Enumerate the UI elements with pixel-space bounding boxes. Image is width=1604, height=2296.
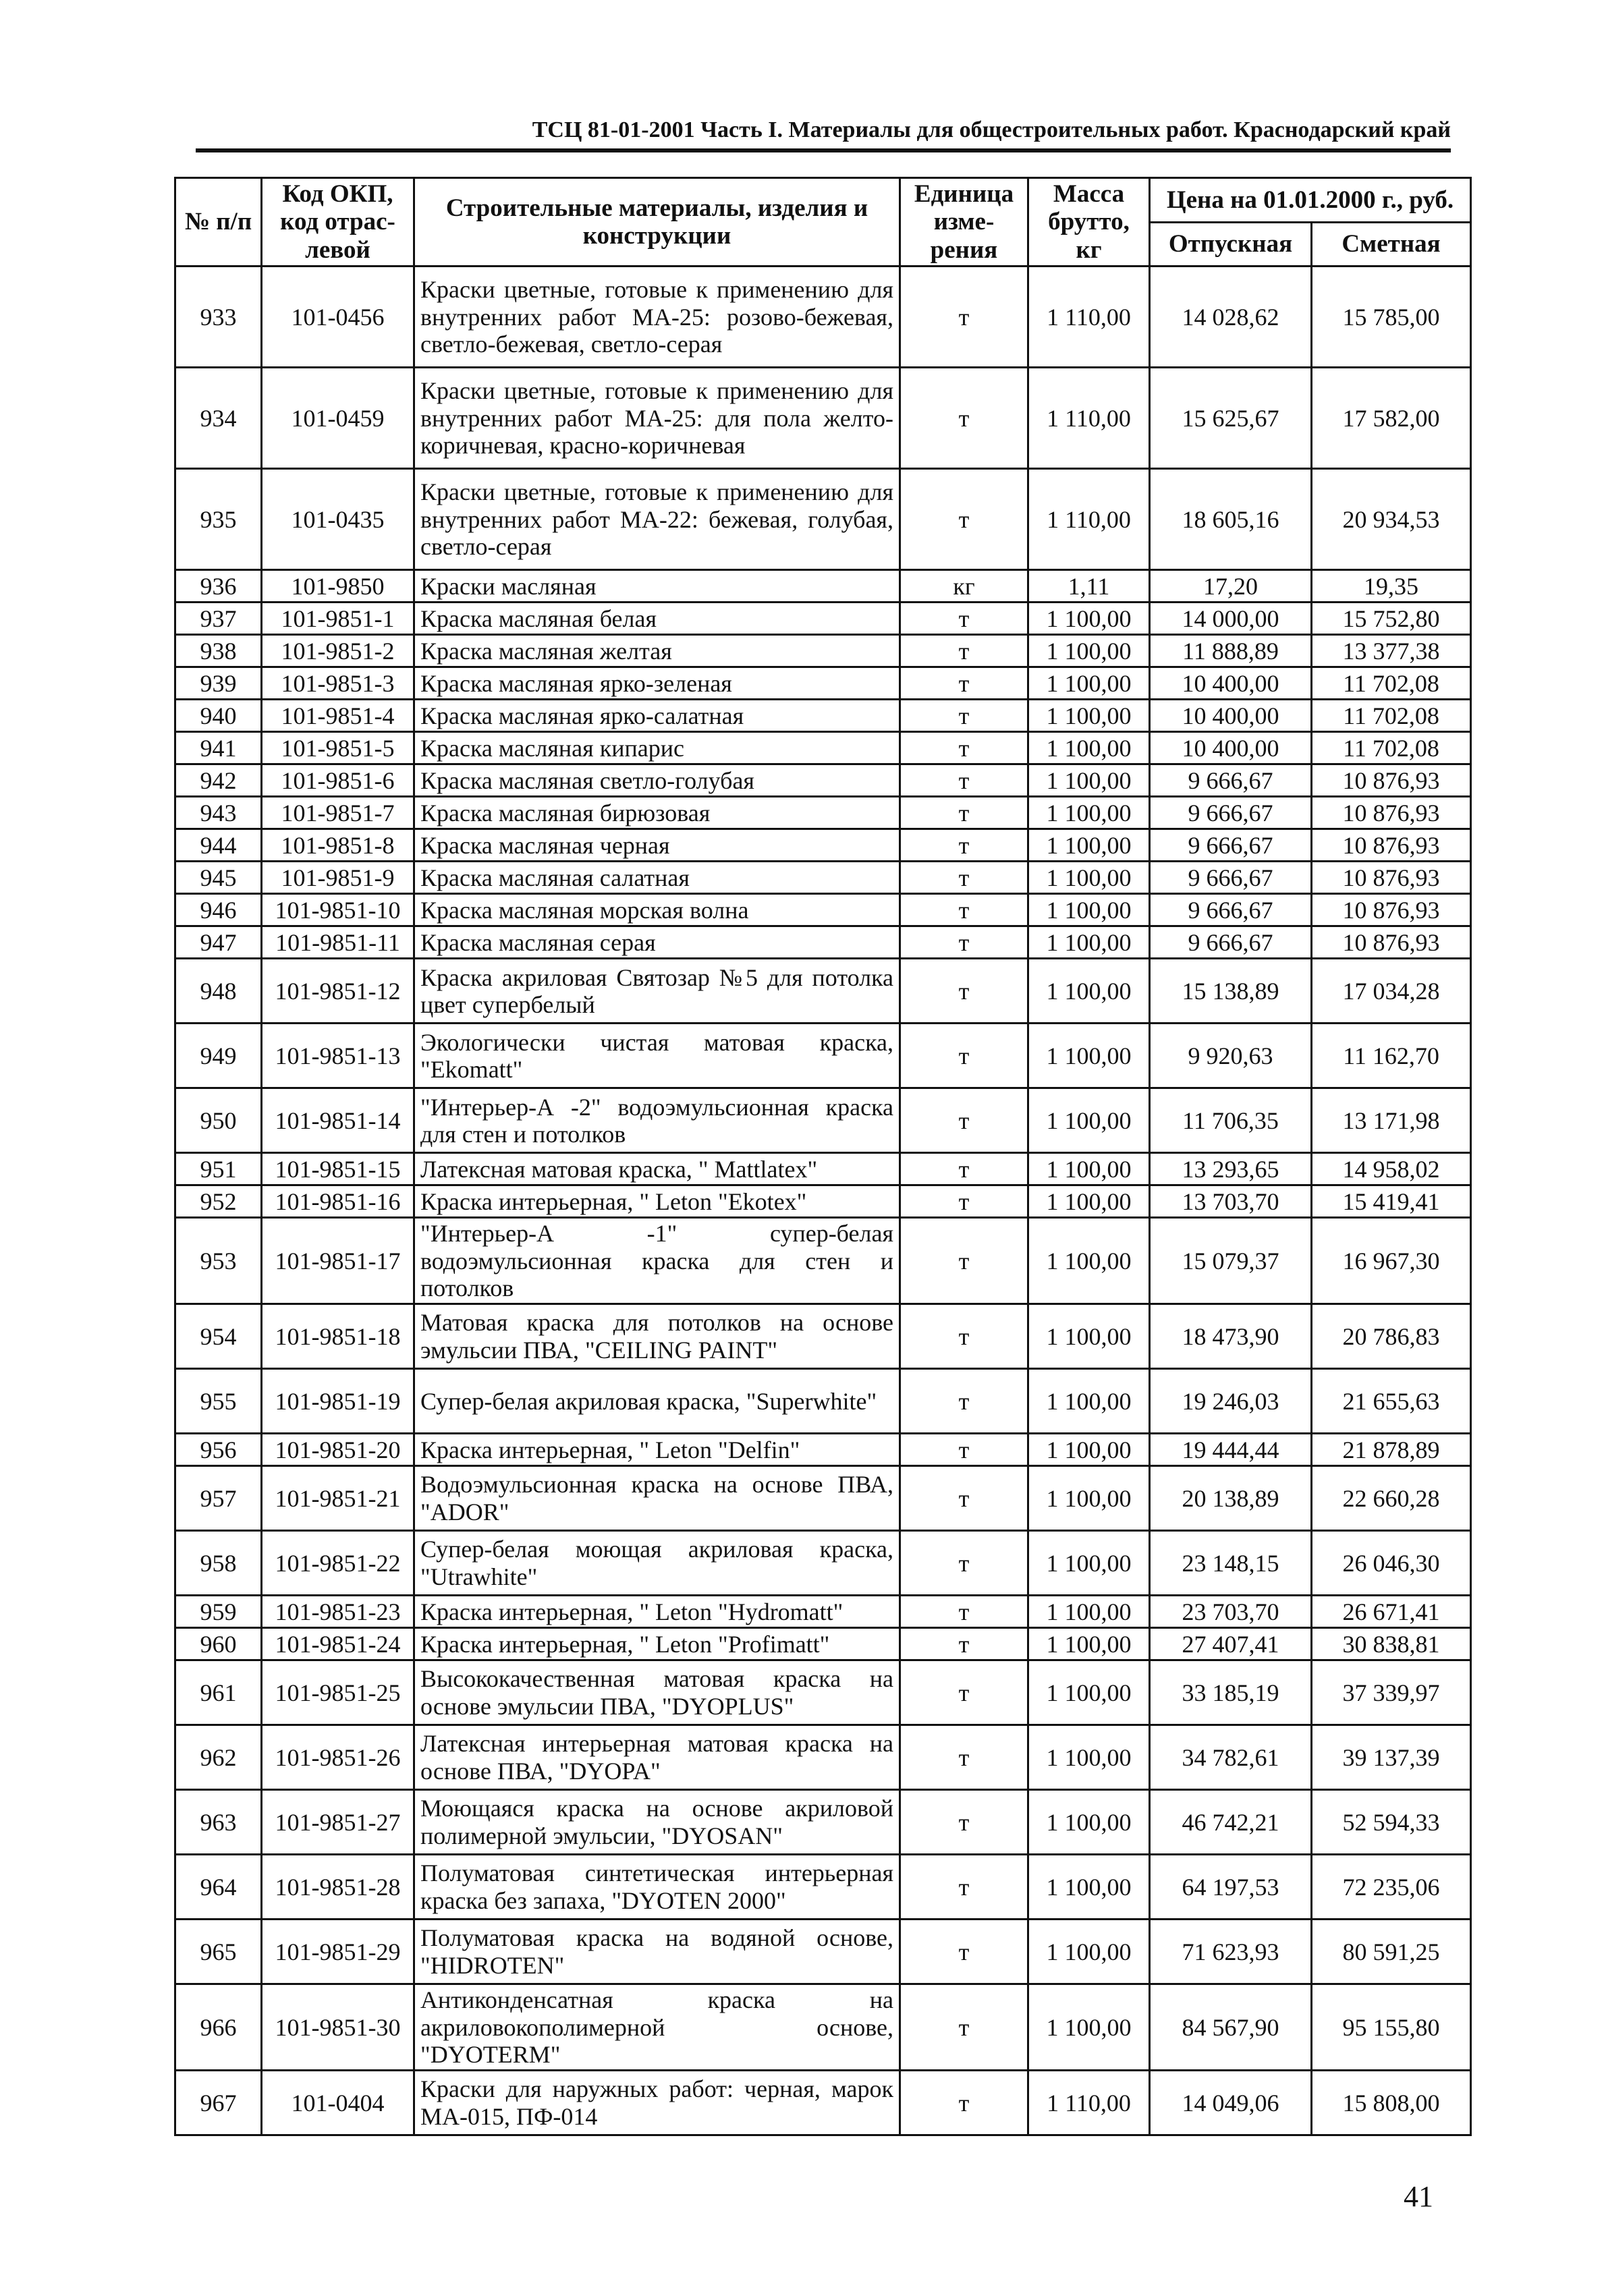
table-row	[175, 1531, 1471, 1596]
row-mass: 1 100,00	[1028, 959, 1150, 1024]
row-mass: 1 100,00	[1028, 1218, 1150, 1304]
row-release-price: 18 605,16	[1150, 469, 1312, 570]
row-code: 101-9851-21	[262, 1466, 414, 1531]
row-material-name: Краска масляная серая	[414, 926, 900, 959]
row-code: 101-9851-12	[262, 959, 414, 1024]
row-release-price: 9 920,63	[1150, 1024, 1312, 1088]
row-estimate-price: 15 785,00	[1312, 267, 1471, 368]
row-release-price: 71 623,93	[1150, 1920, 1312, 1984]
row-material-name: Краски цветные, готовые к применению для внутренних работ МА-22: бежевая, голубая, светло-серая	[414, 469, 900, 570]
row-mass: 1 100,00	[1028, 1369, 1150, 1434]
row-estimate-price: 21 655,63	[1312, 1369, 1471, 1434]
table-row	[175, 1628, 1471, 1660]
row-unit: т	[900, 1660, 1028, 1725]
row-material-name: "Интерьер-А -1" супер-белая водоэмульсионная краска для стен и потолков	[414, 1218, 900, 1304]
row-release-price: 9 666,67	[1150, 926, 1312, 959]
row-code: 101-9851-22	[262, 1531, 414, 1596]
row-mass: 1 100,00	[1028, 700, 1150, 732]
row-estimate-price: 11 702,08	[1312, 667, 1471, 700]
row-code: 101-9851-25	[262, 1660, 414, 1725]
row-number: 958	[175, 1531, 262, 1596]
row-unit: т	[900, 1088, 1028, 1153]
row-estimate-price: 17 582,00	[1312, 368, 1471, 469]
row-number: 967	[175, 2071, 262, 2135]
row-number: 948	[175, 959, 262, 1024]
row-number: 964	[175, 1855, 262, 1920]
row-code: 101-9851-10	[262, 894, 414, 926]
row-estimate-price: 11 702,08	[1312, 732, 1471, 764]
row-material-name: Полуматовая краска на водяной основе, "HIDROTEN"	[414, 1920, 900, 1984]
row-number: 951	[175, 1153, 262, 1185]
table-row	[175, 1920, 1471, 1984]
row-number: 949	[175, 1024, 262, 1088]
row-estimate-price: 10 876,93	[1312, 894, 1471, 926]
table-row	[175, 1024, 1471, 1088]
row-number: 952	[175, 1185, 262, 1218]
row-number: 960	[175, 1628, 262, 1660]
row-unit: т	[900, 1185, 1028, 1218]
row-material-name: Краска интерьерная, " Leton "Hydromatt"	[414, 1596, 900, 1628]
row-unit: т	[900, 635, 1028, 667]
row-material-name: "Интерьер-А -2" водоэмульсионная краска для стен и потолков	[414, 1088, 900, 1153]
row-unit: т	[900, 603, 1028, 635]
row-number: 933	[175, 267, 262, 368]
row-release-price: 9 666,67	[1150, 829, 1312, 862]
row-material-name: Полуматовая синтетическая интерьерная краска без запаха, "DYOTEN 2000"	[414, 1855, 900, 1920]
table-row	[175, 368, 1471, 469]
row-mass: 1 100,00	[1028, 1466, 1150, 1531]
row-mass: 1 100,00	[1028, 1725, 1150, 1790]
row-unit: т	[900, 1725, 1028, 1790]
table-row	[175, 1434, 1471, 1466]
row-estimate-price: 22 660,28	[1312, 1466, 1471, 1531]
row-estimate-price: 20 786,83	[1312, 1304, 1471, 1369]
table-row	[175, 926, 1471, 959]
row-material-name: Супер-белая акриловая краска, "Superwhite"	[414, 1369, 900, 1434]
row-estimate-price: 15 808,00	[1312, 2071, 1471, 2135]
table-row	[175, 797, 1471, 829]
row-release-price: 14 049,06	[1150, 2071, 1312, 2135]
row-mass: 1 100,00	[1028, 764, 1150, 797]
row-estimate-price: 80 591,25	[1312, 1920, 1471, 1984]
table-row	[175, 732, 1471, 764]
row-mass: 1 100,00	[1028, 1531, 1150, 1596]
row-code: 101-9851-26	[262, 1725, 414, 1790]
row-code: 101-9851-14	[262, 1088, 414, 1153]
row-number: 955	[175, 1369, 262, 1434]
row-number: 959	[175, 1596, 262, 1628]
header-mass: Масса брутто, кг	[1028, 178, 1150, 267]
table-row	[175, 570, 1471, 603]
row-unit: т	[900, 1466, 1028, 1531]
row-release-price: 14 000,00	[1150, 603, 1312, 635]
row-number: 947	[175, 926, 262, 959]
row-unit: т	[900, 829, 1028, 862]
row-code: 101-9851-29	[262, 1920, 414, 1984]
row-unit: т	[900, 1628, 1028, 1660]
row-release-price: 34 782,61	[1150, 1725, 1312, 1790]
row-number: 953	[175, 1218, 262, 1304]
row-estimate-price: 21 878,89	[1312, 1434, 1471, 1466]
row-release-price: 9 666,67	[1150, 894, 1312, 926]
table-row	[175, 959, 1471, 1024]
row-mass: 1,11	[1028, 570, 1150, 603]
table-row	[175, 1304, 1471, 1369]
row-release-price: 33 185,19	[1150, 1660, 1312, 1725]
table-row	[175, 1725, 1471, 1790]
row-estimate-price: 52 594,33	[1312, 1790, 1471, 1855]
row-number: 966	[175, 1984, 262, 2071]
row-code: 101-9851-24	[262, 1628, 414, 1660]
row-estimate-price: 95 155,80	[1312, 1984, 1471, 2071]
row-mass: 1 100,00	[1028, 1984, 1150, 2071]
row-estimate-price: 10 876,93	[1312, 862, 1471, 894]
row-release-price: 17,20	[1150, 570, 1312, 603]
row-mass: 1 100,00	[1028, 797, 1150, 829]
row-number: 954	[175, 1304, 262, 1369]
page-number: 41	[1404, 2180, 1433, 2213]
row-release-price: 84 567,90	[1150, 1984, 1312, 2071]
row-code: 101-9851-3	[262, 667, 414, 700]
row-mass: 1 110,00	[1028, 2071, 1150, 2135]
row-material-name: Краски цветные, готовые к применению для внутренних работ МА-25: розово-бежевая, светло-бежевая, светло-серая	[414, 267, 900, 368]
row-unit: т	[900, 700, 1028, 732]
row-material-name: Краски цветные, готовые к применению для внутренних работ МА-25: для пола желто-коричневая, красно-коричневая	[414, 368, 900, 469]
row-code: 101-0404	[262, 2071, 414, 2135]
row-code: 101-9851-9	[262, 862, 414, 894]
row-release-price: 46 742,21	[1150, 1790, 1312, 1855]
row-code: 101-0456	[262, 267, 414, 368]
row-mass: 1 100,00	[1028, 635, 1150, 667]
row-mass: 1 100,00	[1028, 1596, 1150, 1628]
header-name: Строительные материалы, изделия и конструкции	[414, 178, 900, 267]
row-estimate-price: 14 958,02	[1312, 1153, 1471, 1185]
row-mass: 1 100,00	[1028, 603, 1150, 635]
row-mass: 1 100,00	[1028, 1628, 1150, 1660]
row-unit: т	[900, 1218, 1028, 1304]
row-number: 940	[175, 700, 262, 732]
row-number: 941	[175, 732, 262, 764]
row-release-price: 13 293,65	[1150, 1153, 1312, 1185]
row-unit: т	[900, 469, 1028, 570]
row-release-price: 10 400,00	[1150, 700, 1312, 732]
row-material-name: Высококачественная матовая краска на основе эмульсии ПВА, "DYOPLUS"	[414, 1660, 900, 1725]
row-mass: 1 100,00	[1028, 1153, 1150, 1185]
header-price-group: Цена на 01.01.2000 г., руб.	[1150, 178, 1471, 223]
row-material-name: Антиконденсатная краска на акриловокополимерной основе, "DYOTERM"	[414, 1984, 900, 2071]
row-unit: т	[900, 1596, 1028, 1628]
row-material-name: Супер-белая моющая акриловая краска, "Utrawhite"	[414, 1531, 900, 1596]
row-material-name: Краски для наружных работ: черная, марок МА-015, ПФ-014	[414, 2071, 900, 2135]
row-material-name: Водоэмульсионная краска на основе ПВА, "ADOR"	[414, 1466, 900, 1531]
header-price-release: Отпускная	[1150, 222, 1312, 267]
row-code: 101-9851-13	[262, 1024, 414, 1088]
row-code: 101-9851-5	[262, 732, 414, 764]
row-code: 101-9851-4	[262, 700, 414, 732]
row-number: 961	[175, 1660, 262, 1725]
page-header	[196, 108, 1451, 152]
header-num: № п/п	[175, 178, 262, 267]
row-code: 101-9851-23	[262, 1596, 414, 1628]
row-release-price: 10 400,00	[1150, 667, 1312, 700]
row-material-name: Краска акриловая Святозар №5 для потолка цвет супербелый	[414, 959, 900, 1024]
row-mass: 1 100,00	[1028, 1185, 1150, 1218]
row-mass: 1 110,00	[1028, 469, 1150, 570]
row-unit: кг	[900, 570, 1028, 603]
table-row	[175, 829, 1471, 862]
row-number: 950	[175, 1088, 262, 1153]
row-code: 101-9851-19	[262, 1369, 414, 1434]
row-code: 101-9851-18	[262, 1304, 414, 1369]
row-estimate-price: 11 162,70	[1312, 1024, 1471, 1088]
row-number: 945	[175, 862, 262, 894]
row-unit: т	[900, 267, 1028, 368]
row-release-price: 14 028,62	[1150, 267, 1312, 368]
table-row	[175, 1185, 1471, 1218]
table-row	[175, 1088, 1471, 1153]
row-number: 962	[175, 1725, 262, 1790]
row-release-price: 9 666,67	[1150, 797, 1312, 829]
row-material-name: Краски масляная	[414, 570, 900, 603]
row-material-name: Краска масляная светло-голубая	[414, 764, 900, 797]
row-mass: 1 100,00	[1028, 1434, 1150, 1466]
row-number: 942	[175, 764, 262, 797]
row-number: 965	[175, 1920, 262, 1984]
row-estimate-price: 26 046,30	[1312, 1531, 1471, 1596]
row-unit: т	[900, 667, 1028, 700]
row-mass: 1 100,00	[1028, 1855, 1150, 1920]
document-title: ТСЦ 81-01-2001 Часть I. Материалы для общестроительных работ. Краснодарский край	[532, 117, 1451, 142]
row-number: 956	[175, 1434, 262, 1466]
row-code: 101-9851-30	[262, 1984, 414, 2071]
row-unit: т	[900, 797, 1028, 829]
row-material-name: Краска масляная желтая	[414, 635, 900, 667]
table-row	[175, 1855, 1471, 1920]
row-mass: 1 100,00	[1028, 667, 1150, 700]
table-row	[175, 603, 1471, 635]
table-row	[175, 667, 1471, 700]
row-unit: т	[900, 2071, 1028, 2135]
row-number: 934	[175, 368, 262, 469]
row-mass: 1 100,00	[1028, 732, 1150, 764]
row-material-name: Краска интерьерная, " Leton "Delfin"	[414, 1434, 900, 1466]
header-unit: Единица изме-рения	[900, 178, 1028, 267]
row-code: 101-9851-11	[262, 926, 414, 959]
row-estimate-price: 15 752,80	[1312, 603, 1471, 635]
row-code: 101-0459	[262, 368, 414, 469]
row-mass: 1 100,00	[1028, 894, 1150, 926]
row-estimate-price: 37 339,97	[1312, 1660, 1471, 1725]
row-material-name: Краска масляная белая	[414, 603, 900, 635]
row-unit: т	[900, 894, 1028, 926]
row-mass: 1 100,00	[1028, 829, 1150, 862]
row-code: 101-9851-7	[262, 797, 414, 829]
row-code: 101-9851-16	[262, 1185, 414, 1218]
table-row	[175, 1466, 1471, 1531]
row-mass: 1 100,00	[1028, 1024, 1150, 1088]
row-mass: 1 110,00	[1028, 267, 1150, 368]
row-release-price: 64 197,53	[1150, 1855, 1312, 1920]
table-row	[175, 1660, 1471, 1725]
row-mass: 1 100,00	[1028, 862, 1150, 894]
row-code: 101-9851-15	[262, 1153, 414, 1185]
row-code: 101-9851-8	[262, 829, 414, 862]
row-number: 957	[175, 1466, 262, 1531]
row-unit: т	[900, 1984, 1028, 2071]
row-release-price: 15 138,89	[1150, 959, 1312, 1024]
row-unit: т	[900, 862, 1028, 894]
row-mass: 1 100,00	[1028, 1088, 1150, 1153]
row-release-price: 23 703,70	[1150, 1596, 1312, 1628]
row-number: 946	[175, 894, 262, 926]
table-row	[175, 700, 1471, 732]
row-release-price: 27 407,41	[1150, 1628, 1312, 1660]
row-unit: т	[900, 1531, 1028, 1596]
row-material-name: Краска масляная салатная	[414, 862, 900, 894]
row-estimate-price: 30 838,81	[1312, 1628, 1471, 1660]
row-estimate-price: 39 137,39	[1312, 1725, 1471, 1790]
table-row	[175, 1218, 1471, 1304]
row-code: 101-9851-2	[262, 635, 414, 667]
row-mass: 1 100,00	[1028, 1920, 1150, 1984]
table-row	[175, 469, 1471, 570]
table-row	[175, 764, 1471, 797]
row-unit: т	[900, 1855, 1028, 1920]
row-release-price: 15 079,37	[1150, 1218, 1312, 1304]
row-material-name: Краска масляная морская волна	[414, 894, 900, 926]
row-unit: т	[900, 1920, 1028, 1984]
row-mass: 1 100,00	[1028, 1660, 1150, 1725]
row-code: 101-9851-6	[262, 764, 414, 797]
row-release-price: 19 246,03	[1150, 1369, 1312, 1434]
table-row	[175, 862, 1471, 894]
row-material-name: Краска интерьерная, " Leton "Profimatt"	[414, 1628, 900, 1660]
row-mass: 1 100,00	[1028, 1304, 1150, 1369]
table-row	[175, 1984, 1471, 2071]
row-material-name: Латексная матовая краска, " Mattlatex"	[414, 1153, 900, 1185]
row-code: 101-0435	[262, 469, 414, 570]
row-mass: 1 100,00	[1028, 926, 1150, 959]
row-material-name: Краска масляная черная	[414, 829, 900, 862]
table-row	[175, 267, 1471, 368]
row-number: 943	[175, 797, 262, 829]
row-number: 936	[175, 570, 262, 603]
table-header	[175, 178, 1471, 267]
row-unit: т	[900, 764, 1028, 797]
materials-price-table	[174, 177, 1472, 2136]
row-unit: т	[900, 1434, 1028, 1466]
table-row	[175, 2071, 1471, 2135]
row-estimate-price: 10 876,93	[1312, 829, 1471, 862]
row-estimate-price: 13 171,98	[1312, 1088, 1471, 1153]
row-code: 101-9851-17	[262, 1218, 414, 1304]
row-estimate-price: 10 876,93	[1312, 797, 1471, 829]
row-material-name: Краска масляная бирюзовая	[414, 797, 900, 829]
row-estimate-price: 15 419,41	[1312, 1185, 1471, 1218]
row-material-name: Краска масляная ярко-салатная	[414, 700, 900, 732]
table-row	[175, 1153, 1471, 1185]
row-number: 939	[175, 667, 262, 700]
row-mass: 1 100,00	[1028, 1790, 1150, 1855]
row-release-price: 9 666,67	[1150, 764, 1312, 797]
row-material-name: Краска масляная кипарис	[414, 732, 900, 764]
row-estimate-price: 16 967,30	[1312, 1218, 1471, 1304]
row-material-name: Краска интерьерная, " Leton "Ekotex"	[414, 1185, 900, 1218]
row-estimate-price: 20 934,53	[1312, 469, 1471, 570]
row-estimate-price: 72 235,06	[1312, 1855, 1471, 1920]
row-unit: т	[900, 1024, 1028, 1088]
header-code: Код ОКП, код отрас-левой	[262, 178, 414, 267]
row-estimate-price: 17 034,28	[1312, 959, 1471, 1024]
row-release-price: 10 400,00	[1150, 732, 1312, 764]
row-estimate-price: 13 377,38	[1312, 635, 1471, 667]
table-row	[175, 894, 1471, 926]
table-body	[175, 267, 1471, 2135]
row-release-price: 13 703,70	[1150, 1185, 1312, 1218]
row-unit: т	[900, 926, 1028, 959]
row-release-price: 23 148,15	[1150, 1531, 1312, 1596]
row-number: 963	[175, 1790, 262, 1855]
row-release-price: 9 666,67	[1150, 862, 1312, 894]
row-unit: т	[900, 732, 1028, 764]
row-unit: т	[900, 368, 1028, 469]
table-row	[175, 1596, 1471, 1628]
table-row	[175, 1790, 1471, 1855]
row-unit: т	[900, 1369, 1028, 1434]
row-release-price: 19 444,44	[1150, 1434, 1312, 1466]
row-unit: т	[900, 1790, 1028, 1855]
row-release-price: 15 625,67	[1150, 368, 1312, 469]
row-material-name: Краска масляная ярко-зеленая	[414, 667, 900, 700]
row-estimate-price: 10 876,93	[1312, 926, 1471, 959]
row-number: 935	[175, 469, 262, 570]
header-price-estimate: Сметная	[1312, 222, 1471, 267]
row-release-price: 18 473,90	[1150, 1304, 1312, 1369]
row-mass: 1 110,00	[1028, 368, 1150, 469]
row-code: 101-9851-27	[262, 1790, 414, 1855]
row-release-price: 20 138,89	[1150, 1466, 1312, 1531]
row-code: 101-9851-20	[262, 1434, 414, 1466]
row-unit: т	[900, 1153, 1028, 1185]
row-material-name: Моющаяся краска на основе акриловой полимерной эмульсии, "DYOSAN"	[414, 1790, 900, 1855]
row-code: 101-9850	[262, 570, 414, 603]
row-number: 937	[175, 603, 262, 635]
row-code: 101-9851-28	[262, 1855, 414, 1920]
row-unit: т	[900, 1304, 1028, 1369]
row-estimate-price: 11 702,08	[1312, 700, 1471, 732]
row-number: 944	[175, 829, 262, 862]
row-material-name: Латексная интерьерная матовая краска на основе ПВА, "DYOPA"	[414, 1725, 900, 1790]
row-estimate-price: 26 671,41	[1312, 1596, 1471, 1628]
row-unit: т	[900, 959, 1028, 1024]
row-material-name: Экологически чистая матовая краска, "Ekomatt"	[414, 1024, 900, 1088]
row-release-price: 11 888,89	[1150, 635, 1312, 667]
row-estimate-price: 10 876,93	[1312, 764, 1471, 797]
row-number: 938	[175, 635, 262, 667]
row-code: 101-9851-1	[262, 603, 414, 635]
table-row	[175, 635, 1471, 667]
row-material-name: Матовая краска для потолков на основе эмульсии ПВА, "CEILING PAINT"	[414, 1304, 900, 1369]
row-estimate-price: 19,35	[1312, 570, 1471, 603]
row-release-price: 11 706,35	[1150, 1088, 1312, 1153]
table-row	[175, 1369, 1471, 1434]
